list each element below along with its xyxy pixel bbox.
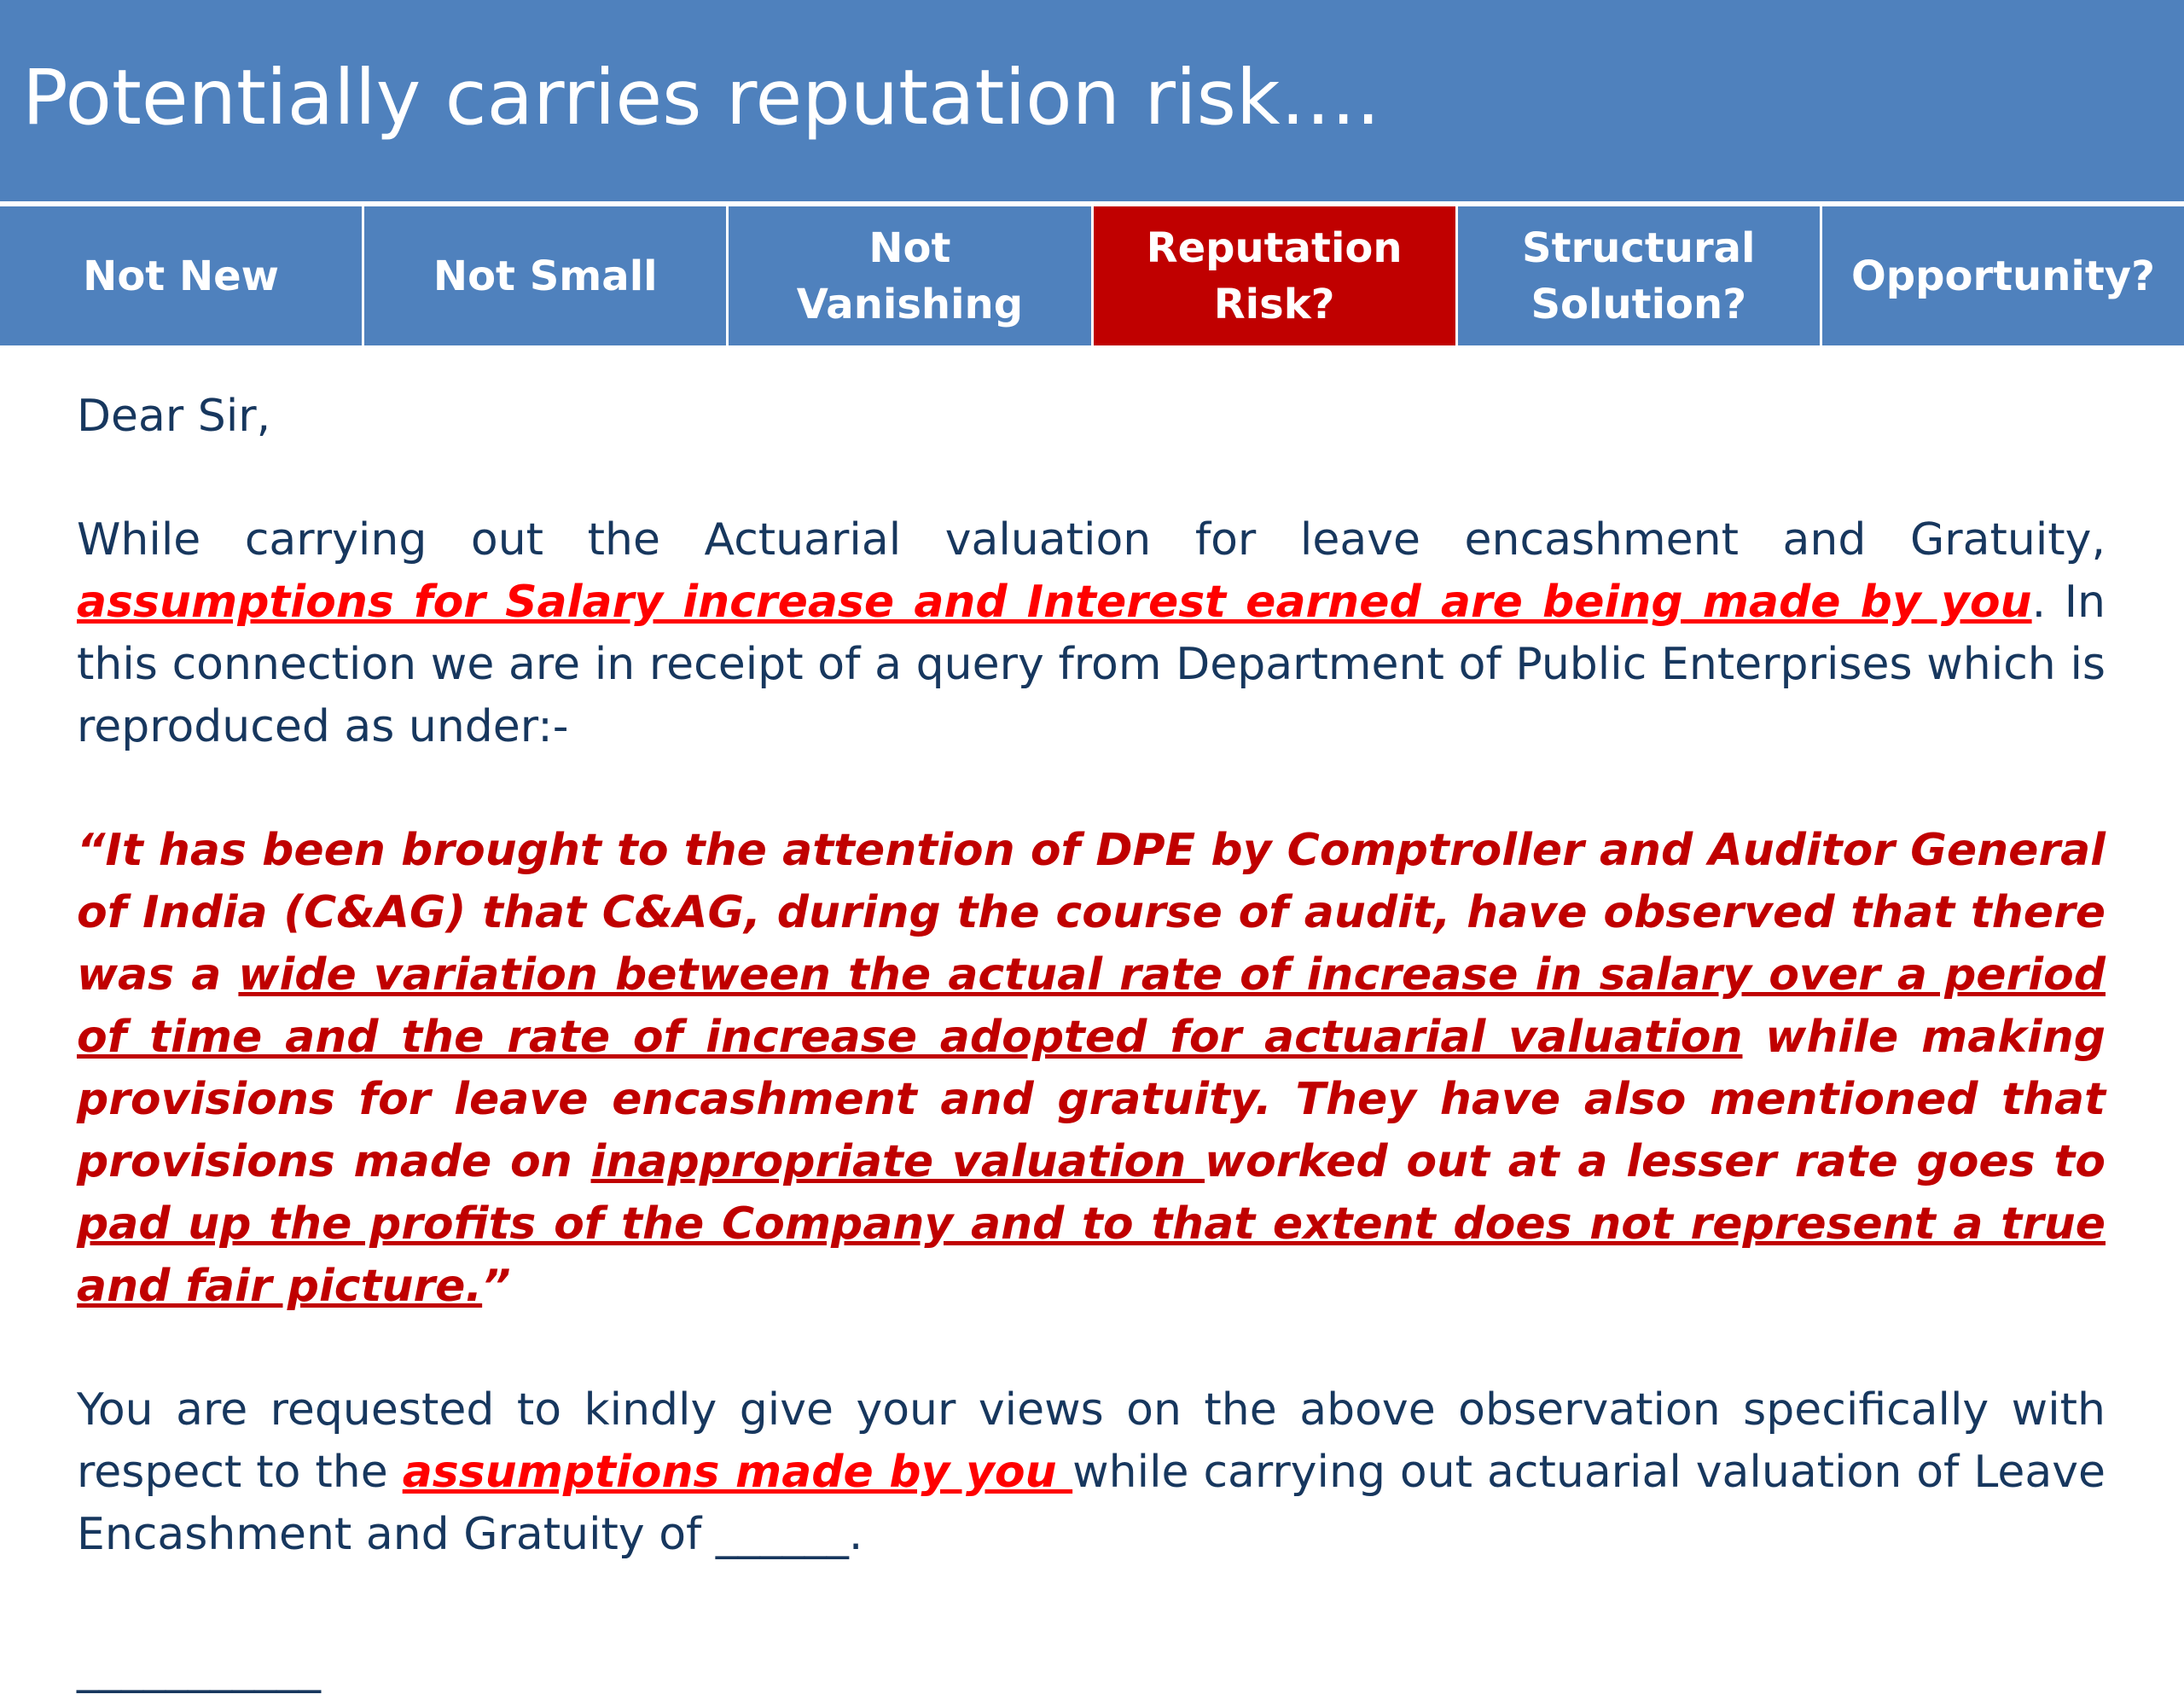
quote-text: “It has been brought to the attention of DPE by Comptroller and Auditor General of India (C&AG) that C&AG, during the course of audit, have observed that there was a	[77, 825, 2106, 1001]
intro-text: While carrying out the Actuarial valuation for leave encashment and Gratuity,	[77, 514, 2106, 566]
letter-body	[77, 386, 2106, 1700]
tab-label: Structural Solution?	[1522, 223, 1756, 328]
tab-not-new[interactable]	[0, 206, 364, 345]
request-text: You are requested to kindly give your views on the above observation specifically with respect to the	[77, 1384, 2106, 1498]
quote-underline-variation: wide variation between the actual rate of increase in salary over a period of time and the rate of increase adopted for actuarial valuation	[77, 949, 2106, 1063]
quote-underline-valuation: inappropriate valuation	[590, 1136, 1205, 1187]
assumptions-highlight: assumptions for Salary increase and Interest earned are being made by you	[77, 577, 2032, 628]
tab-not-vanishing[interactable]	[729, 206, 1093, 345]
title-bar	[0, 0, 2184, 201]
signature-line: ___________	[77, 1643, 321, 1694]
greeting: Dear Sir,	[77, 391, 271, 442]
tab-reputation-risk[interactable]	[1094, 206, 1458, 345]
tab-opportunity[interactable]	[1822, 206, 2184, 345]
quote-text: while making provisions for leave encashment and gratuity. They have also mentioned that provisions made on	[77, 1012, 2106, 1187]
tab-label: Not New	[83, 252, 280, 300]
tab-label: Not Vanishing	[796, 223, 1024, 328]
request-paragraph	[77, 1379, 2106, 1566]
tab-structural-solution[interactable]	[1458, 206, 1822, 345]
quote-underline-profits: pad up the profits of the Company and to that extent does not represent a true and fair picture.	[77, 1198, 2106, 1312]
intro-paragraph	[77, 509, 2106, 758]
quoted-query	[77, 820, 2106, 1318]
tab-label: Opportunity?	[1850, 252, 2155, 300]
tab-label: Not Small	[433, 252, 658, 300]
section-tabs	[0, 206, 2184, 345]
intro-text-cont: . In this connection we are in receipt of a query from Department of Public Enterprises which is reproduced as under:-	[77, 577, 2106, 752]
tab-label: Reputation Risk?	[1146, 223, 1403, 328]
quote-text: worked out at a lesser rate goes to	[1205, 1136, 2106, 1187]
quote-closing: ”	[482, 1261, 511, 1312]
request-text-cont: while carrying out actuarial valuation of Leave Encashment and Gratuity of ______.	[77, 1447, 2106, 1560]
assumptions-made-highlight: assumptions made by you	[402, 1447, 1073, 1498]
slide-title: Potentially carries reputation risk….	[22, 53, 1380, 142]
tab-not-small[interactable]	[364, 206, 729, 345]
